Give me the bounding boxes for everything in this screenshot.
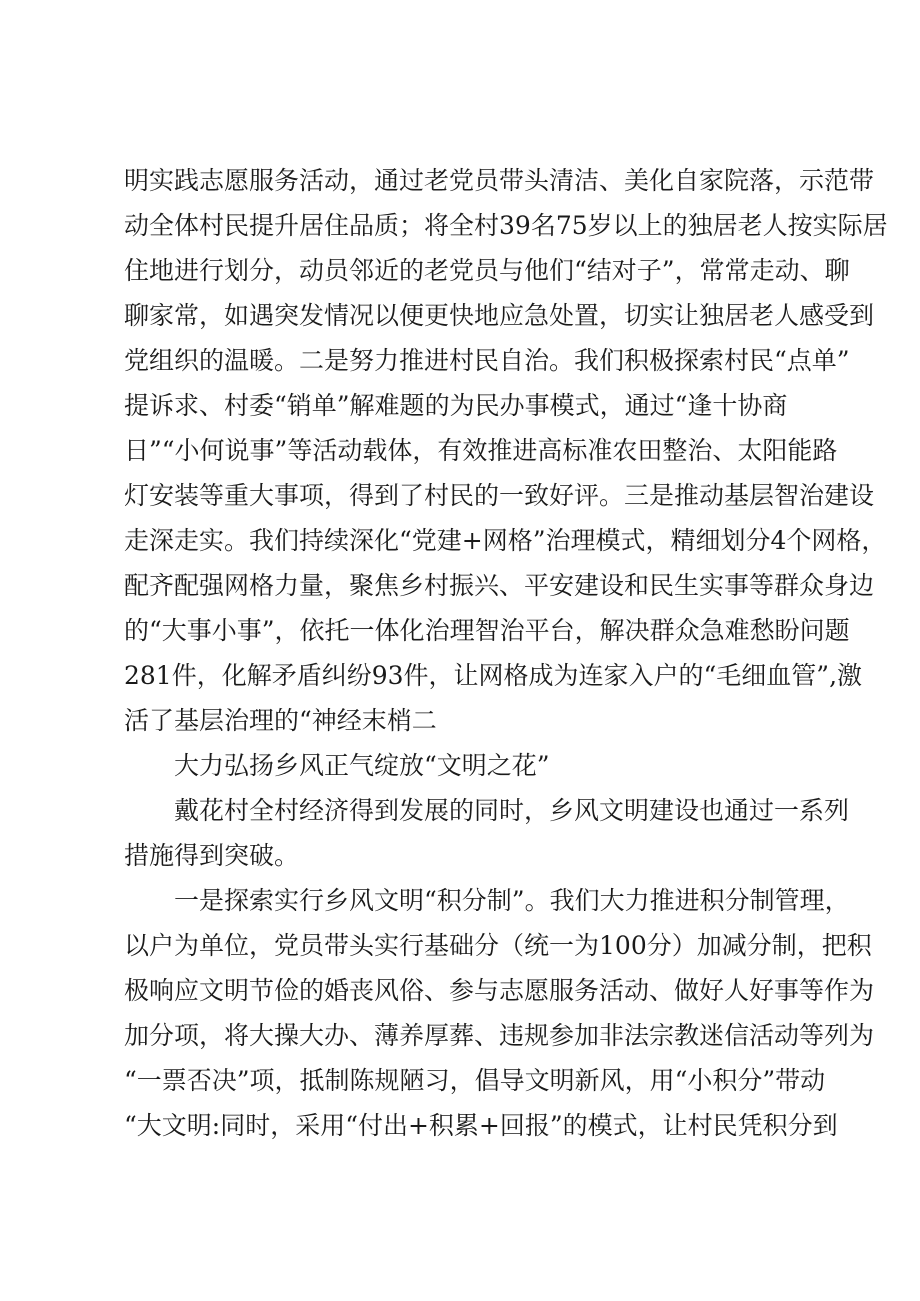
text-line-8: 灯安装等重大事项，得到了村民的一致好评。三是推动基层智治建设 (124, 481, 875, 510)
text-line-17: 一是探索实行乡风文明“积分制”。我们大力推进积分制管理， (174, 886, 850, 915)
text-line-20: 加分项，将大操大办、薄养厚葬、违规参加非法宗教迷信活动等列为 (124, 1021, 875, 1050)
body-text (124, 158, 888, 1148)
text-line-13: 活了基层治理的“神经末梢二 (124, 706, 437, 735)
section-heading: 大力弘扬乡风正气绽放“文明之花” (174, 751, 550, 780)
text-line-21: “一票否决”项，抵制陈规陋习，倡导文明新风，用“小积分”带动 (124, 1066, 826, 1095)
text-line-3: 住地进行划分，动员邻近的老党员与他们“结对子”，常常走动、聊 (124, 256, 850, 285)
text-line-16: 措施得到突破。 (124, 841, 300, 870)
text-line-6: 提诉求、村委“销单”解难题的为民办事模式，通过“逢十协商 (124, 391, 788, 420)
text-line-15: 戴花村全村经济得到发展的同时，乡风文明建设也通过一系列 (174, 796, 850, 825)
text-line-12: 281件，化解矛盾纠纷93件，让网格成为连家入户的“毛细血管”,激 (124, 661, 863, 690)
text-line-11: 的“大事小事”，依托一体化治理智治平台，解决群众急难愁盼问题 (124, 616, 850, 645)
text-line-2: 动全体村民提升居住品质；将全村39名75岁以上的独居老人按实际居 (124, 211, 888, 240)
text-line-5: 党组织的温暖。二是努力推进村民自治。我们积极探索村民“点单” (124, 346, 850, 375)
text-line-1: 明实践志愿服务活动，通过老党员带头清洁、美化自家院落，示范带 (124, 166, 875, 195)
text-line-18: 以户为单位，党员带头实行基础分（统一为100分）加减分制，把积 (124, 931, 872, 960)
text-line-22: “大文明:同时，采用“付出+积累+回报”的模式，让村民凭积分到 (124, 1111, 838, 1140)
text-line-10: 配齐配强网格力量，聚焦乡村振兴、平安建设和民生实事等群众身边 (124, 571, 875, 600)
text-line-9: 走深走实。我们持续深化“党建+网格”治理模式，精细划分4个网格， (124, 526, 887, 555)
text-line-4: 聊家常，如遇突发情况以便更快地应急处置，切实让独居老人感受到 (124, 301, 875, 330)
text-line-7: 日”“小何说事”等活动载体，有效推进高标准农田整治、太阳能路 (124, 436, 838, 465)
text-line-19: 极响应文明节俭的婚丧风俗、参与志愿服务活动、做好人好事等作为 (124, 976, 875, 1005)
